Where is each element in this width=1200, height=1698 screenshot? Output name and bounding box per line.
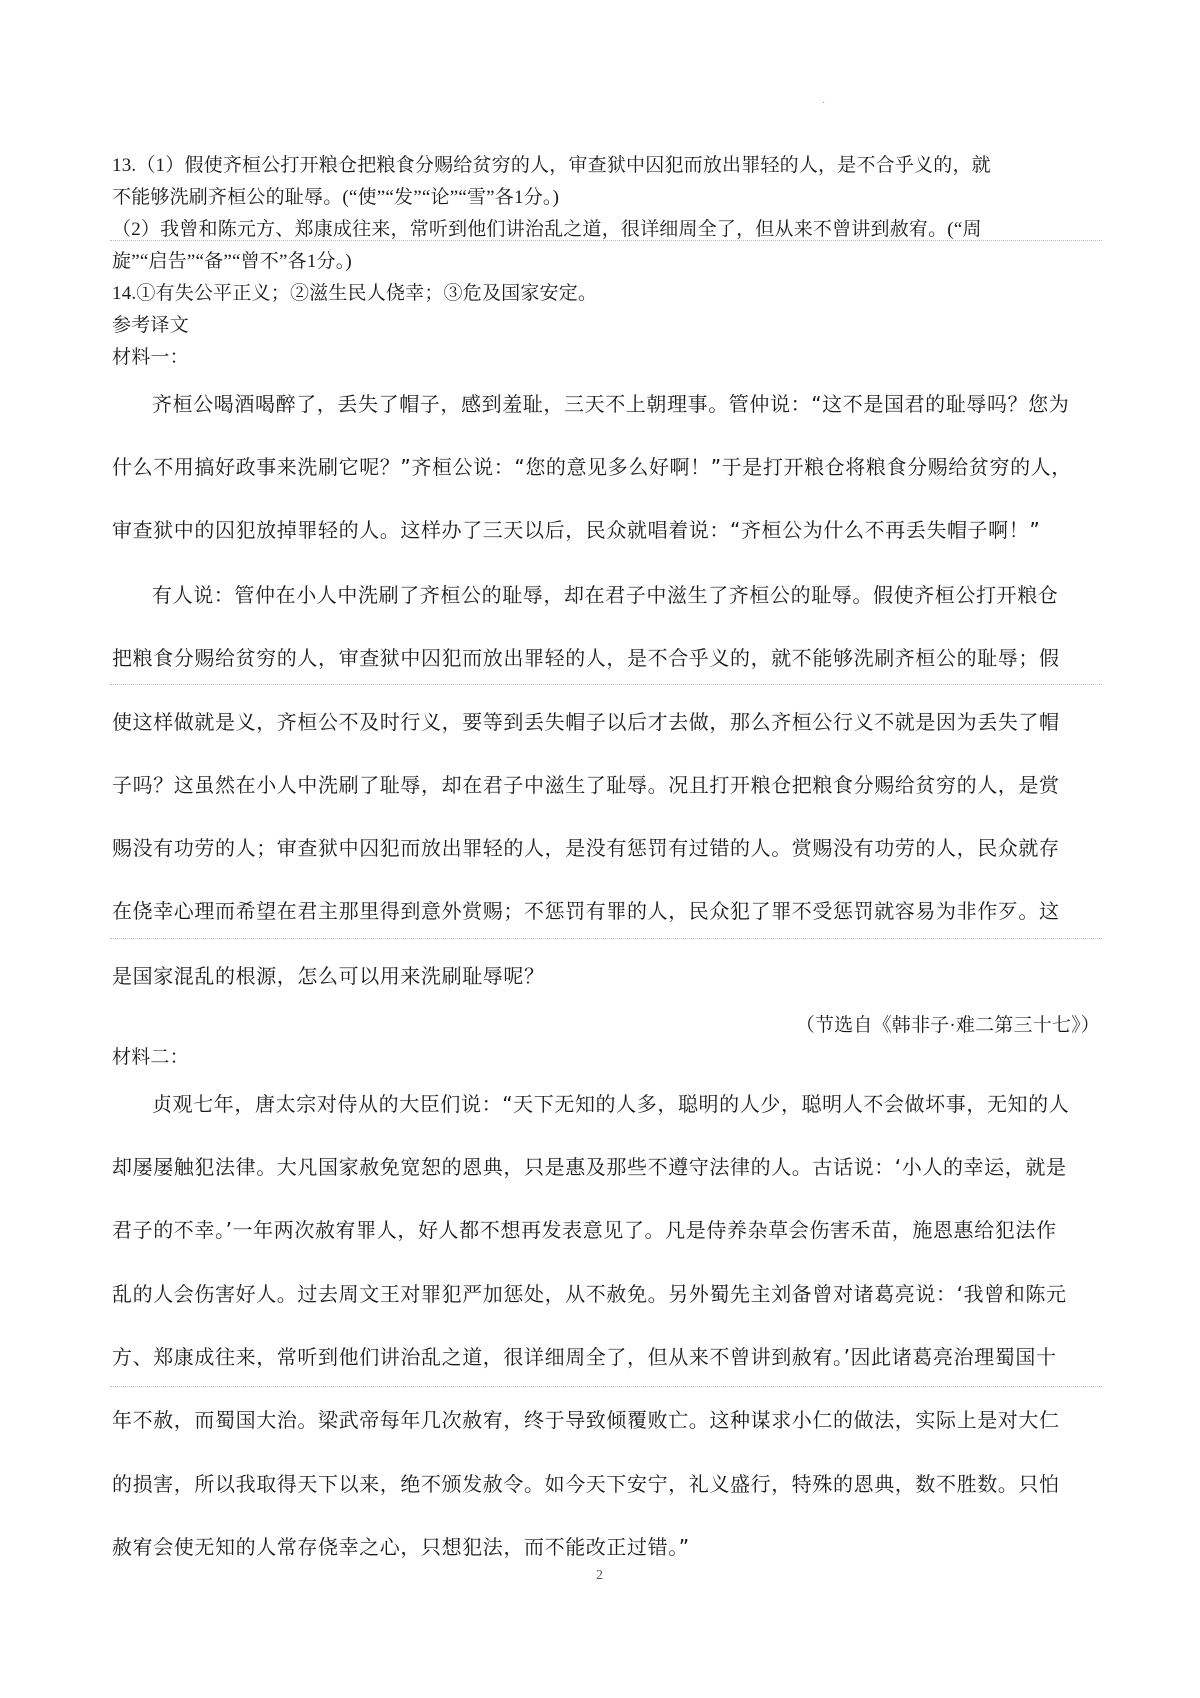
answer-13-line-2: 不能够洗刷齐桓公的耻辱。(“使”“发”“论”“雪”各1分。)	[112, 187, 560, 208]
material-2-line: 年不赦，而蜀国大治。梁武帝每年几次赦宥，终于导致倾覆败亡。这种谋求小仁的做法，实际上是对大仁	[112, 1408, 1060, 1432]
material-2-line: 乱的人会伤害好人。过去周文王对罪犯严加惩处，从不赦免。另外蜀先主刘备曾对诸葛亮说：‘我曾和陈元	[112, 1282, 1067, 1306]
material-2-line: 却屡屡触犯法律。大凡国家赦免宽恕的恩典，只是惠及那些不遵守法律的人。古话说：‘小人的幸运，就是	[112, 1155, 1067, 1179]
material-2-line: 赦宥会使无知的人常存侥幸之心，只想犯法，而不能改正过错。”	[112, 1535, 690, 1559]
answer-14: 14.①有失公平正义；②滋生民人侥幸；③危及国家安定。	[112, 283, 598, 304]
material-2-line: 的损害，所以我取得天下以来，绝不颁发赦令。如今天下安宁，礼义盛行，特殊的恩典，数不胜数。只怕	[112, 1472, 1060, 1496]
material-2-line: 贞观七年，唐太宗对侍从的大臣们说：“天下无知的人多，聪明的人少，聪明人不会做坏事，无知的人	[152, 1092, 1070, 1116]
answer-13-line-4: 旋”“启告”“备”“曾不”各1分。)	[112, 251, 352, 272]
material-1-line: 是国家混乱的根源，怎么可以用来洗刷耻辱呢？	[112, 964, 545, 988]
page-number: 2	[596, 1568, 603, 1583]
material-1-line: 使这样做就是义，齐桓公不及时行义，要等到丢失帽子以后才去做，那么齐桓公行义不就是因为丢失了帽	[112, 710, 1060, 734]
dotted-divider	[110, 1386, 1102, 1387]
material-2-line: 君子的不幸。’一年两次赦宥罪人，好人都不想再发表意见了。凡是侍养杂草会伤害禾苗，施恩惠给犯法作	[112, 1218, 1057, 1242]
scan-mark: ·	[822, 98, 826, 109]
material-2-heading: 材料二：	[112, 1047, 189, 1068]
material-1-heading: 材料一：	[112, 347, 189, 368]
material-2-line: 方、郑康成往来，常听到他们讲治乱之道，很详细周全了，但从来不曾讲到赦宥。’因此诸葛亮治理蜀国十	[112, 1345, 1057, 1369]
translation-heading: 参考译文	[112, 315, 189, 336]
material-1-source: （节选自《韩非子·难二第三十七》）	[795, 1015, 1100, 1036]
dotted-divider	[110, 240, 1102, 241]
dotted-divider	[110, 938, 1102, 939]
dotted-divider	[110, 684, 1102, 685]
answer-13-line-1: 13.（1）假使齐桓公打开粮仓把粮食分赐给贫穷的人，审查狱中囚犯而放出罪轻的人，是不合乎义的，就	[112, 155, 991, 176]
material-1-line: 子吗？这虽然在小人中洗刷了耻辱，却在君子中滋生了耻辱。况且打开粮仓把粮食分赐给贫穷的人，是赏	[112, 773, 1060, 797]
material-1-line: 齐桓公喝酒喝醉了，丢失了帽子，感到羞耻，三天不上朝理事。管仲说：“这不是国君的耻辱吗？您为	[152, 392, 1070, 416]
material-1-line: 有人说：管仲在小人中洗刷了齐桓公的耻辱，却在君子中滋生了齐桓公的耻辱。假使齐桓公打开粮仓	[152, 583, 1059, 607]
material-1-line: 什么不用搞好政事来洗刷它呢？”齐桓公说：“您的意见多么好啊！”于是打开粮仓将粮食分赐给贫穷的人，	[112, 455, 1072, 479]
material-1-line: 赐没有功劳的人；审查狱中囚犯而放出罪轻的人，是没有惩罚有过错的人。赏赐没有功劳的人，民众就存	[112, 836, 1060, 860]
material-1-line: 把粮食分赐给贫穷的人，审查狱中囚犯而放出罪轻的人，是不合乎义的，就不能够洗刷齐桓公的耻辱；假	[112, 646, 1060, 670]
material-1-line: 审查狱中的囚犯放掉罪轻的人。这样办了三天以后，民众就唱着说：“齐桓公为什么不再丢失帽子啊！”	[112, 518, 1041, 542]
answer-13-line-3: （2）我曾和陈元方、郑康成往来，常听到他们讲治乱之道，很详细周全了，但从来不曾讲到赦宥。(“周	[112, 219, 982, 240]
material-1-line: 在侥幸心理而希望在君主那里得到意外赏赐；不惩罚有罪的人，民众犯了罪不受惩罚就容易为非作歹。这	[112, 899, 1060, 923]
